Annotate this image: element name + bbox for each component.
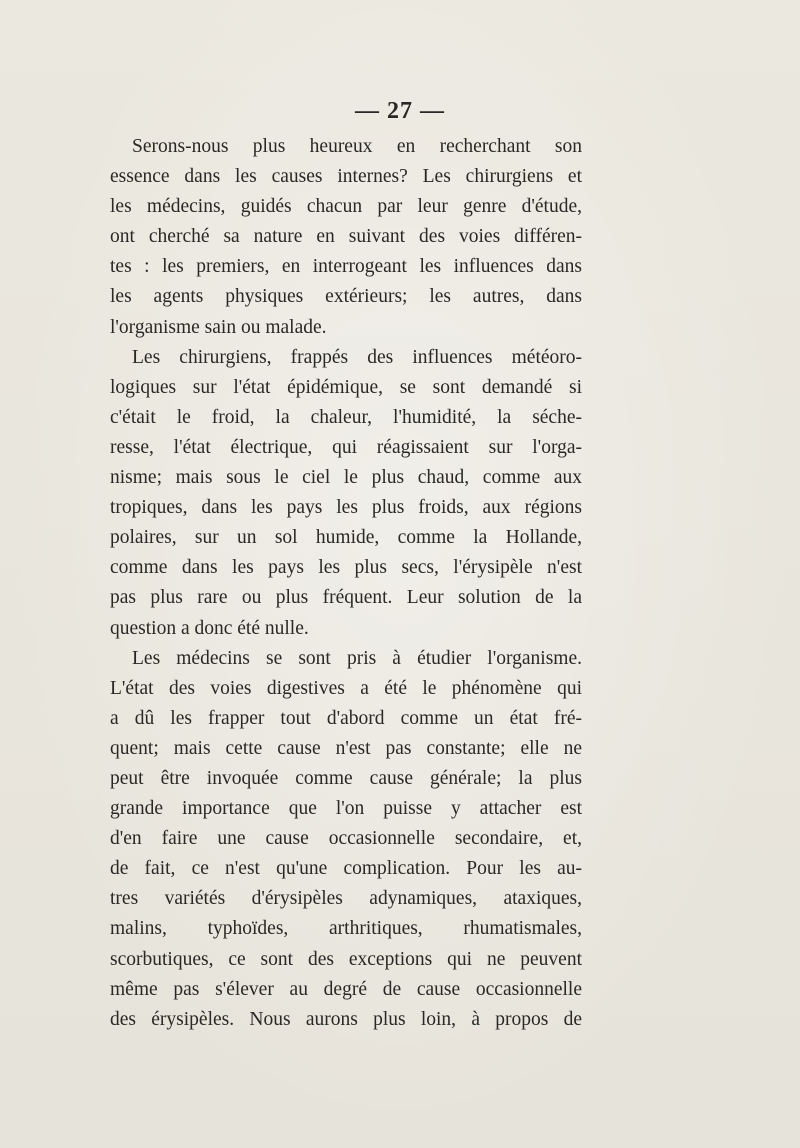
- text-line: même pas s'élever au degré de cause occasionnelle: [110, 978, 582, 1000]
- text-line: les agents physiques extérieurs; les autres, dans: [110, 286, 582, 308]
- text-line: Les médecins se sont pris à étudier l'organisme.: [132, 647, 582, 669]
- text-line: a dû les frapper tout d'abord comme un état fré-: [110, 707, 582, 729]
- text-line: logiques sur l'état épidémique, se sont demandé si: [110, 376, 582, 398]
- text-line: tres variétés d'érysipèles adynamiques, ataxiques,: [110, 888, 582, 910]
- text-line: tes : les premiers, en interrogeant les influences dans: [110, 256, 582, 278]
- text-line: tropiques, dans les pays les plus froids, aux régions: [110, 497, 582, 519]
- text-line: quent; mais cette cause n'est pas constante; elle ne: [110, 737, 582, 759]
- paragraph-1: [110, 132, 582, 343]
- body-text: [110, 132, 582, 1035]
- text-line: de fait, ce n'est qu'une complication. Pour les au-: [110, 858, 582, 880]
- text-line: les médecins, guidés chacun par leur genre d'étude,: [110, 196, 582, 218]
- text-line: Serons-nous plus heureux en recherchant son: [132, 136, 582, 157]
- text-line: Les chirurgiens, frappés des influences météoro-: [132, 346, 582, 368]
- paragraph-3: [110, 644, 582, 1035]
- text-line: ont cherché sa nature en suivant des voies différen-: [110, 226, 582, 248]
- text-line: d'en faire une cause occasionnelle secondaire, et,: [110, 828, 582, 850]
- text-line: comme dans les pays les plus secs, l'érysipèle n'est: [110, 557, 582, 579]
- text-line: resse, l'état électrique, qui réagissaient sur l'orga-: [110, 436, 582, 458]
- text-line: L'état des voies digestives a été le phénomène qui: [110, 677, 582, 699]
- text-line: pas plus rare ou plus fréquent. Leur solution de la: [110, 587, 582, 609]
- page-number: — 27 —: [355, 98, 445, 124]
- text-line: malins, typhoïdes, arthritiques, rhumatismales,: [110, 918, 582, 940]
- text-line: c'était le froid, la chaleur, l'humidité, la séche-: [110, 406, 582, 428]
- text-line: nisme; mais sous le ciel le plus chaud, comme aux: [110, 467, 582, 489]
- text-line: peut être invoquée comme cause générale; la plus: [110, 767, 582, 789]
- text-line: question a donc été nulle.: [110, 617, 309, 639]
- text-line: scorbutiques, ce sont des exceptions qui ne peuvent: [110, 948, 582, 970]
- text-line: grande importance que l'on puisse y attacher est: [110, 798, 582, 820]
- text-line: des érysipèles. Nous aurons plus loin, à propos de: [110, 1008, 582, 1030]
- paragraph-2: [110, 343, 582, 644]
- text-line: essence dans les causes internes? Les chirurgiens et: [110, 166, 582, 188]
- text-line: polaires, sur un sol humide, comme la Hollande,: [110, 527, 582, 549]
- text-line: l'organisme sain ou malade.: [110, 316, 327, 338]
